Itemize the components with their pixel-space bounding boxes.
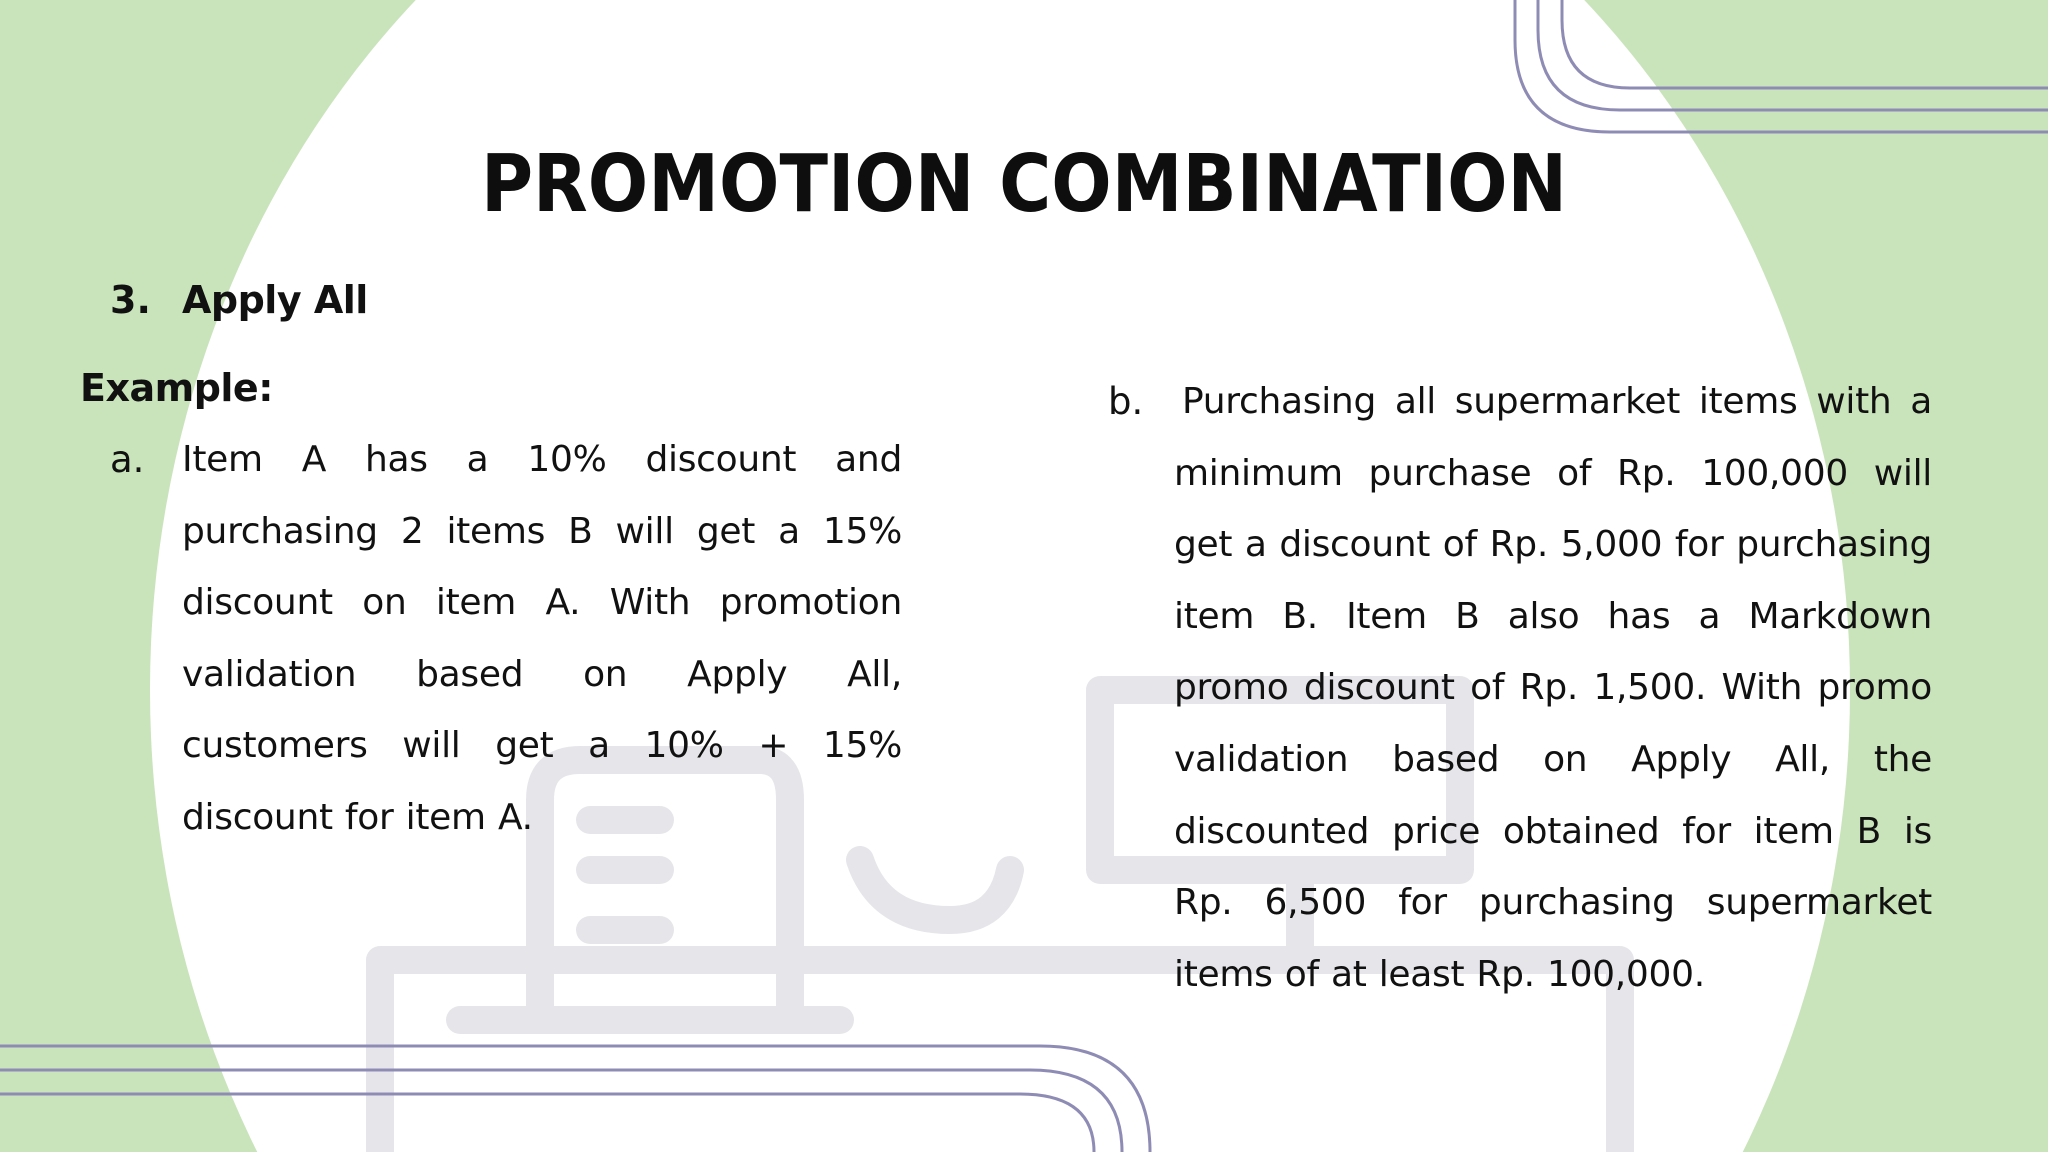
item-a-paragraph: Item A has a 10% discount and purchasing 2 items B will get a 15% discount on item A. With promotion validation based on Apply All, customers will get a 10% + 15% discount for item A. bbox=[182, 439, 902, 838]
item-b-marker: b. bbox=[1108, 380, 1144, 423]
section-heading: Apply All bbox=[182, 278, 368, 322]
example-label: Example: bbox=[80, 366, 273, 410]
item-a-marker: a. bbox=[110, 438, 145, 481]
section-number: 3. bbox=[110, 278, 151, 322]
slide-title: PROMOTION COMBINATION bbox=[480, 138, 1568, 230]
item-b-paragraph: Purchasing all supermarket items with a minimum purchase of Rp. 100,000 will get a discount of Rp. 5,000 for purchasing item B. Item B also has a Markdown promo discount of Rp. 1,500. With promo validation based on Apply All, the discounted price obtained for item B is Rp. 6,500 for purchasing supermarket items of at least Rp. 100,000. bbox=[1174, 381, 1932, 995]
